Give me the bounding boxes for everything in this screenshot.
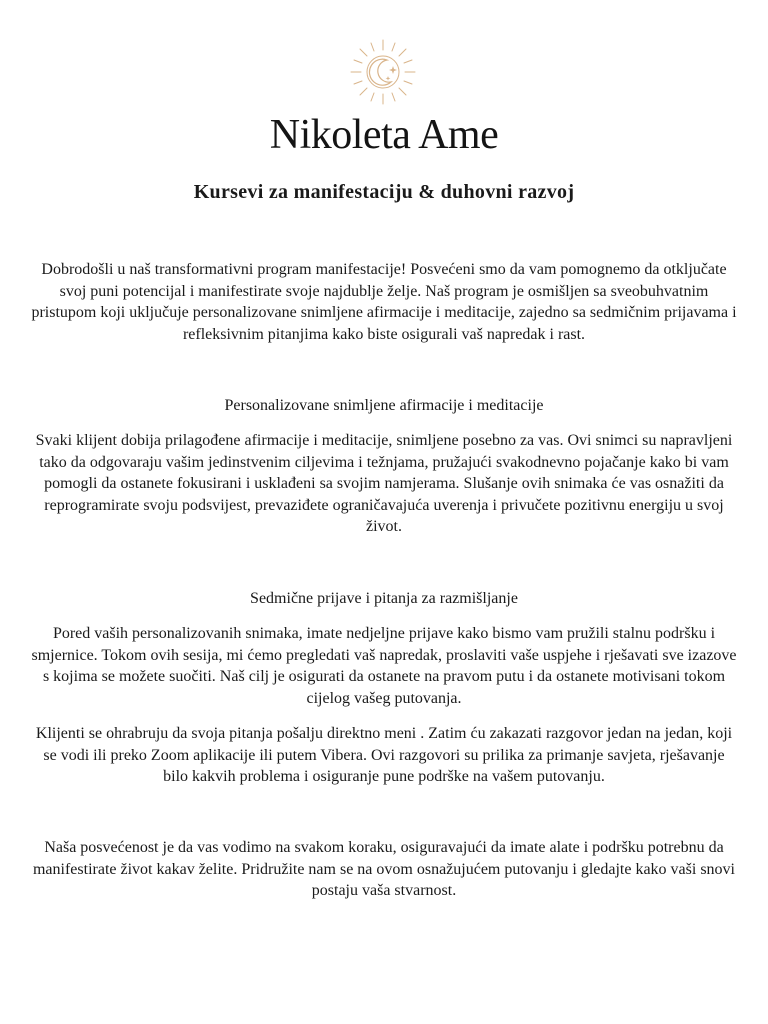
page-subtitle: Kursevi za manifestaciju & duhovni razvoj (193, 181, 575, 203)
intro-paragraph: Dobrodošli u naš transformativni program manifestacije! Posvećeni smo da vam pomognemo da otključate svoj puni potencijal i manifestirate svoje najdublje želje. Naš program je osmišljen sa sveobuhvatnim pristupom koji uključuje personalizovane snimljene afirmacije i meditacije, zajedno sa sedmičnim prijavama i refleksivnim pitanjima kako biste osigurali vaš napredak i rast. (31, 261, 737, 343)
moon-stars-sun-icon (349, 38, 417, 106)
checkins-paragraph: Pored vaših personalizovanih snimaka, imate nedjeljne prijave kako bismo vam pružili stalnu podršku i smjernice. Tokom ovih sesija, mi ćemo pregledati vaš napredak, proslaviti vaše uspjehe i rješavati sve izazove s kojima se možete suočiti. Naš cilj je osigurati da ostanete na pravom putu i da ostanete motivisani tokom cijelog vašeg putovanja. (31, 625, 737, 707)
closing-paragraph: Naša posvećenost je da vas vodimo na svakom koraku, osiguravajući da imate alate i podršku potrebnu da manifestirate život kakav želite. Pridružite nam se na ovom osnažujućem putovanju i gledajte kako vaši snovi postaju vaša stvarnost. (32, 839, 735, 899)
brand-name: Nikoleta Ame (269, 112, 499, 158)
questions-paragraph: Klijenti se ohrabruju da svoja pitanja pošalju direktno meni . Zatim ću zakazati razgovor jedan na jedan, koji se vodi ili preko Zoom aplikacije ili putem Vibera. Ovi razgovori su prilika za primanje savjeta, rješavanje bilo kakvih problema i osiguranje pune podrške na vašem putovanju. (35, 725, 733, 785)
section-heading-checkins: Sedmične prijave i pitanja za razmišljanje (250, 590, 518, 607)
section-heading-affirmations: Personalizovane snimljene afirmacije i meditacije (224, 397, 544, 414)
affirmations-paragraph: Svaki klijent dobija prilagođene afirmacije i meditacije, snimljene posebno za vas. Ovi snimci su napravljeni tako da odgovaraju vašim jedinstvenim ciljevima i težnjama, pružajući svakodnevno pojačanje kako bi vam pomogli da ostanete fokusirani i usklađeni sa svojim namjerama. Slušanje ovih snimaka će vas osnažiti da reprogramirate svoju podsvijest, prevaziđete ograničavajuća uverenja i privučete pozitivnu energiju u svoj život. (35, 432, 733, 535)
